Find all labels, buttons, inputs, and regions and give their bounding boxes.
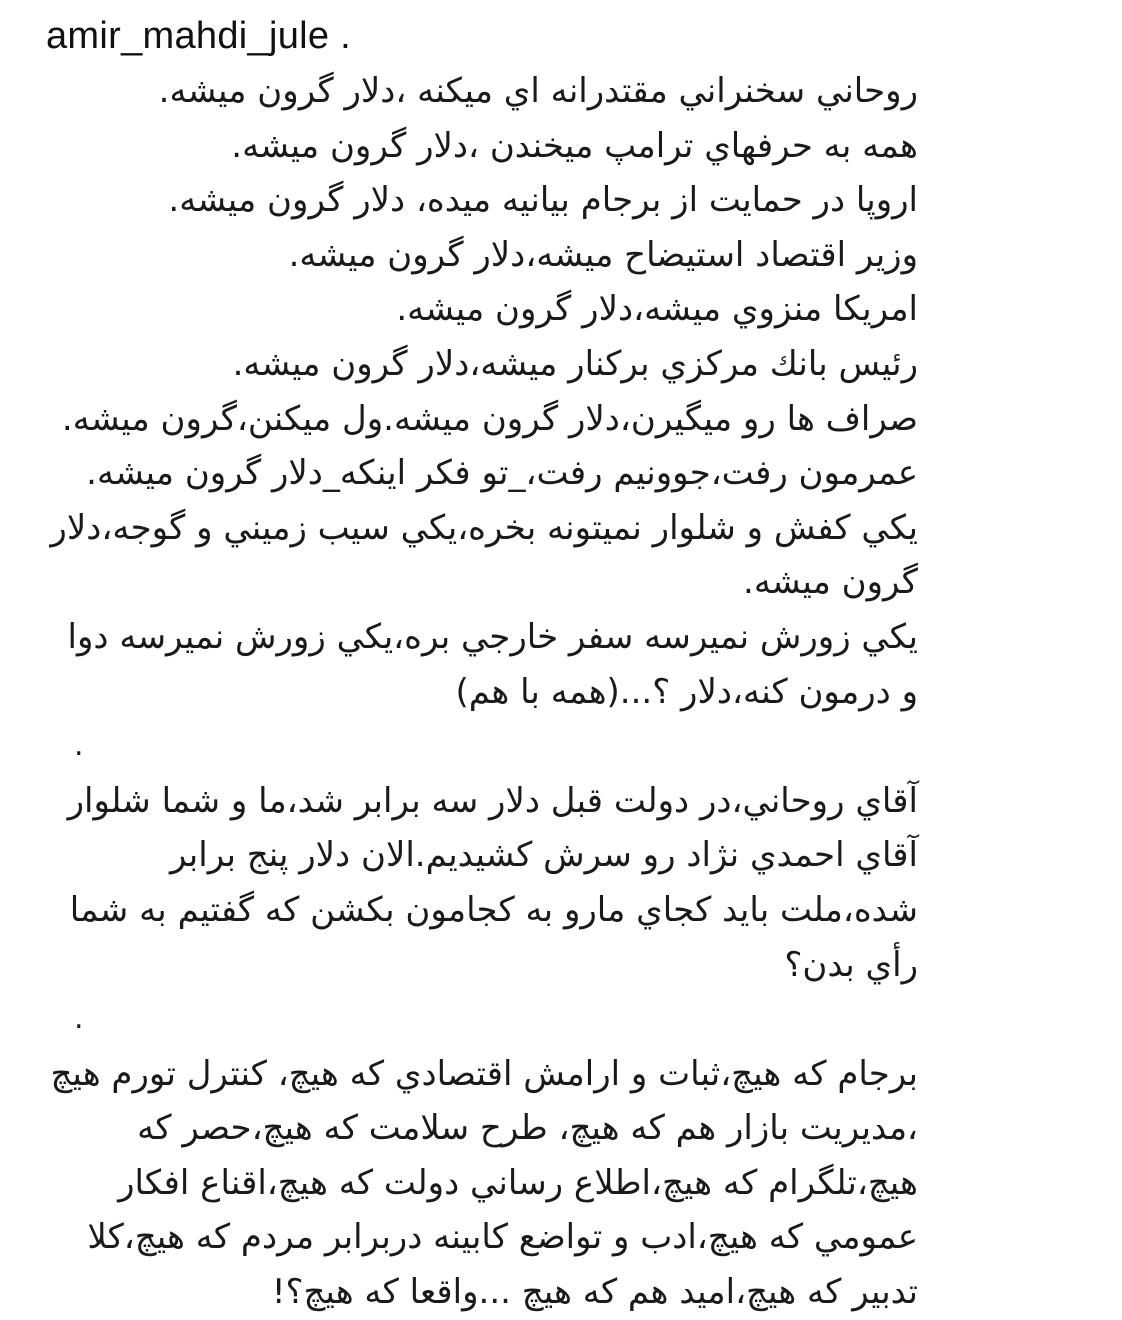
caption-text [28, 64, 1094, 1320]
username-suffix: . [329, 15, 352, 57]
username-text[interactable]: amir_mahdi_jule [46, 15, 330, 57]
username[interactable] [46, 8, 1094, 64]
paragraph-separator: . [74, 1001, 84, 1037]
caption-paragraph: آقاي روحاني،در دولت قبل دلار سه برابر شد،ما و شما شلوار آقاي احمدي نژاد رو سرش كشيديم.الان دلار پنج برابر شده،ملت بايد كجاي مارو به كجامون بكشن كه گفتيم به شما رأي بدن؟ [67, 780, 918, 985]
caption-paragraph: برجام كه هيچ،ثبات و ارامش اقتصادي كه هيچ، كنترل تورم هيچ ،مديريت بازار هم كه هيچ، طرح سلامت كه هيچ،حصر كه هيچ،تلگرام كه هيچ،اطلاع رساني دولت كه هيچ،اقناع افكار عمومي كه هيچ،ادب و تواضع كابينه دربرابر مردم كه هيچ،كلا تدبير كه هيچ،اميد هم كه هيچ ...واقعا كه هيچ؟! [50, 1053, 918, 1313]
caption-line: يكي زورش نميرسه سفر خارجي بره،يكي زورش نميرسه دوا و درمون كنه،دلار ؟...(همه با هم) [67, 616, 918, 712]
caption-line: همه به حرفهاي ترامپ ميخندن ،دلار گرون ميشه. [231, 125, 918, 166]
caption-line: روحاني سخنراني مقتدرانه اي ميكنه ،دلار گرون ميشه. [158, 71, 918, 111]
caption-line: يكي كفش و شلوار نميتونه بخره،يكي سيب زميني و گوجه،دلار گرون ميشه. [50, 507, 918, 603]
caption-line: رئيس بانك مركزي بركنار ميشه،دلار گرون ميشه. [232, 343, 918, 384]
caption-line: امريكا منزوي ميشه،دلار گرون ميشه. [396, 289, 918, 330]
paragraph-separator: . [74, 728, 84, 764]
caption-line: اروپا در حمايت از برجام بيانيه ميده، دلار گرون ميشه. [168, 180, 918, 221]
caption-line: صراف ها رو ميگيرن،دلار گرون ميشه.ول ميكنن،گرون ميشه. [61, 398, 918, 439]
caption-line: عمرمون رفت،جوونيم رفت،_تو فكر اينكه_دلار گرون ميشه. [86, 453, 918, 494]
caption-line: وزير اقتصاد استيضاح ميشه،دلار گرون ميشه. [288, 234, 918, 275]
